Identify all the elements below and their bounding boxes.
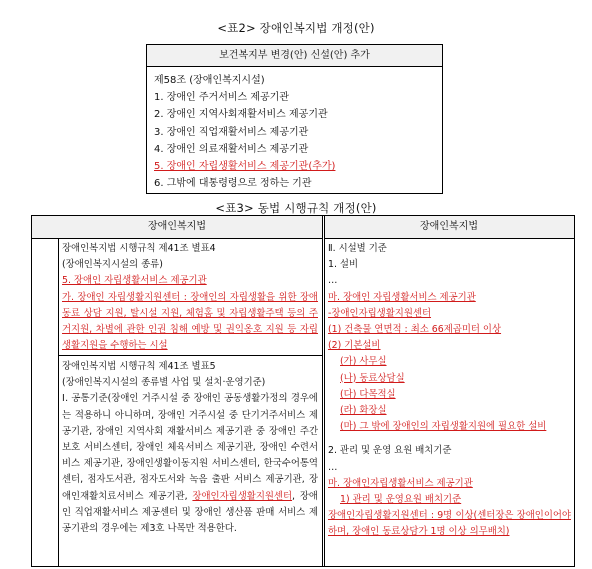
right-added-line: 장애인자립생활지원센터 : 9명 이상(센터장은 장애인이어야 하며, 장애인 동료상담가 1명 이상 의무배치) <box>328 510 571 538</box>
table1-line: 1. 장애인 주거서비스 제공기관 <box>154 92 289 104</box>
right-added-line: (가) 사무실 <box>340 356 387 368</box>
table2-left-cell-1 <box>62 241 318 354</box>
table1-line: 4. 장애인 의료재활서비스 제공기관 <box>154 143 309 155</box>
left-margin-divider <box>58 238 59 566</box>
left1-subtitle: (장애인복지시설의 종류) <box>62 259 163 271</box>
row-divider <box>58 355 322 356</box>
right-line: … <box>328 461 338 473</box>
table3-caption: <표3> 동법 시행규칙 개정(안) <box>215 201 377 215</box>
left1-added-body: 가. 장애인 자립생활지원센터 : 장애인의 자립생활을 위한 장애동료 상담 지원, 탈시설 지원, 체험홈 및 자립생활주택 등의 주거지원, 차별에 관한 인권 침해 예방 및 권익옹호 지원 등 자립생활지원을 수행하는 시설 <box>62 291 318 352</box>
right-added-line: (2) 기본설비 <box>328 340 381 352</box>
table2-caption: <표2> 장애인복지법 개정(안) <box>217 21 375 35</box>
right-line: … <box>328 275 338 287</box>
left2-paragraph <box>62 391 318 537</box>
right-added-line: 1) 관리 및 운영요원 배치기준 <box>340 494 462 506</box>
column-divider <box>322 216 323 566</box>
right-added-line: (나) 동료상담실 <box>340 372 405 384</box>
table1-added-line: 5. 장애인 자립생활서비스 제공기관(추가) <box>154 161 336 173</box>
left2-title: 장애인복지법 시행규칙 제41조 별표5 <box>62 361 216 372</box>
left1-added-heading: 5. 장애인 자립생활서비스 제공기관 <box>62 275 207 287</box>
right-added-line: (마) 그 밖에 장애인의 자립생활지원에 필요한 설비 <box>340 421 547 433</box>
right-added-line: (라) 화장실 <box>340 405 387 417</box>
right-line: 2. 관리 및 운영 요원 배치기준 <box>328 445 452 457</box>
left2-text-b: , 장애인 직업재활서비스 제공센터 및 장애인 생산품 판매 서비스 제공기관의 경우에는 제3호 나목만 적용한다. <box>62 490 318 535</box>
right-added-line: (1) 건축물 연면적 : 최소 66제곱미터 이상 <box>328 324 502 336</box>
table1-line: 3. 장애인 직업재활서비스 제공기관 <box>154 126 309 138</box>
left2-text-a: Ⅰ. 공통기준(장애인 거주시설 중 장애인 공동생활가정의 경우에는 적용하니 아니하며, 장애인 거주시설 중 단기거주서비스 제공기관, 장애인 지역사회 재활서비스 제공기관 중 장애인 주간보호 서비스센터, 장애인 체육서비스 제공기관, 장애인 수련서비스 제공기관, 장애인생활이동지원 서비스센터, 한국수어통역센터, 점자도서관, 점자도서와 녹음 출판 서비스 제공기관, 장애인재활치료서비스 제공기관, <box>62 393 318 502</box>
table1-line: 2. 장애인 지역사회재활서비스 제공기관 <box>154 109 328 121</box>
left2-subtitle: (장애인복지시설의 종류별 사업 및 설치·운영기준) <box>62 377 266 389</box>
table2-left-cell-2 <box>62 359 318 537</box>
table2-header-right: 장애인복지법 <box>324 216 574 239</box>
left2-added-text: 장애인자립생활지원센터 <box>192 490 293 502</box>
table1-header: 보건복지부 변경(안) 신설(안) 추가 <box>147 45 442 67</box>
right-added-line: 마. 장애인자립생활서비스 제공기관 <box>328 477 473 489</box>
right-added-line: (다) 다목적실 <box>340 388 396 400</box>
right-added-line: 마. 장애인 자립생활서비스 제공기관 <box>328 291 476 303</box>
table2-header-left: 장애인복지법 <box>32 216 322 239</box>
enforcement-rule-table <box>31 215 575 567</box>
right-line: Ⅱ. 시설별 기준 <box>328 243 387 254</box>
right-added-line: -장애인자립생활지원센터 <box>328 307 432 319</box>
table1-line: 제58조 (장애인복지시설) <box>154 75 265 86</box>
law-amendment-table <box>146 44 443 194</box>
left1-title: 장애인복지법 시행규칙 제41조 별표4 <box>62 243 216 254</box>
column-divider <box>324 216 325 566</box>
table2-right-cell <box>328 241 571 541</box>
right-line: 1. 설비 <box>328 259 359 271</box>
table1-line: 6. 그밖에 대통령령으로 정하는 기관 <box>154 178 312 190</box>
table1-body <box>147 67 442 192</box>
